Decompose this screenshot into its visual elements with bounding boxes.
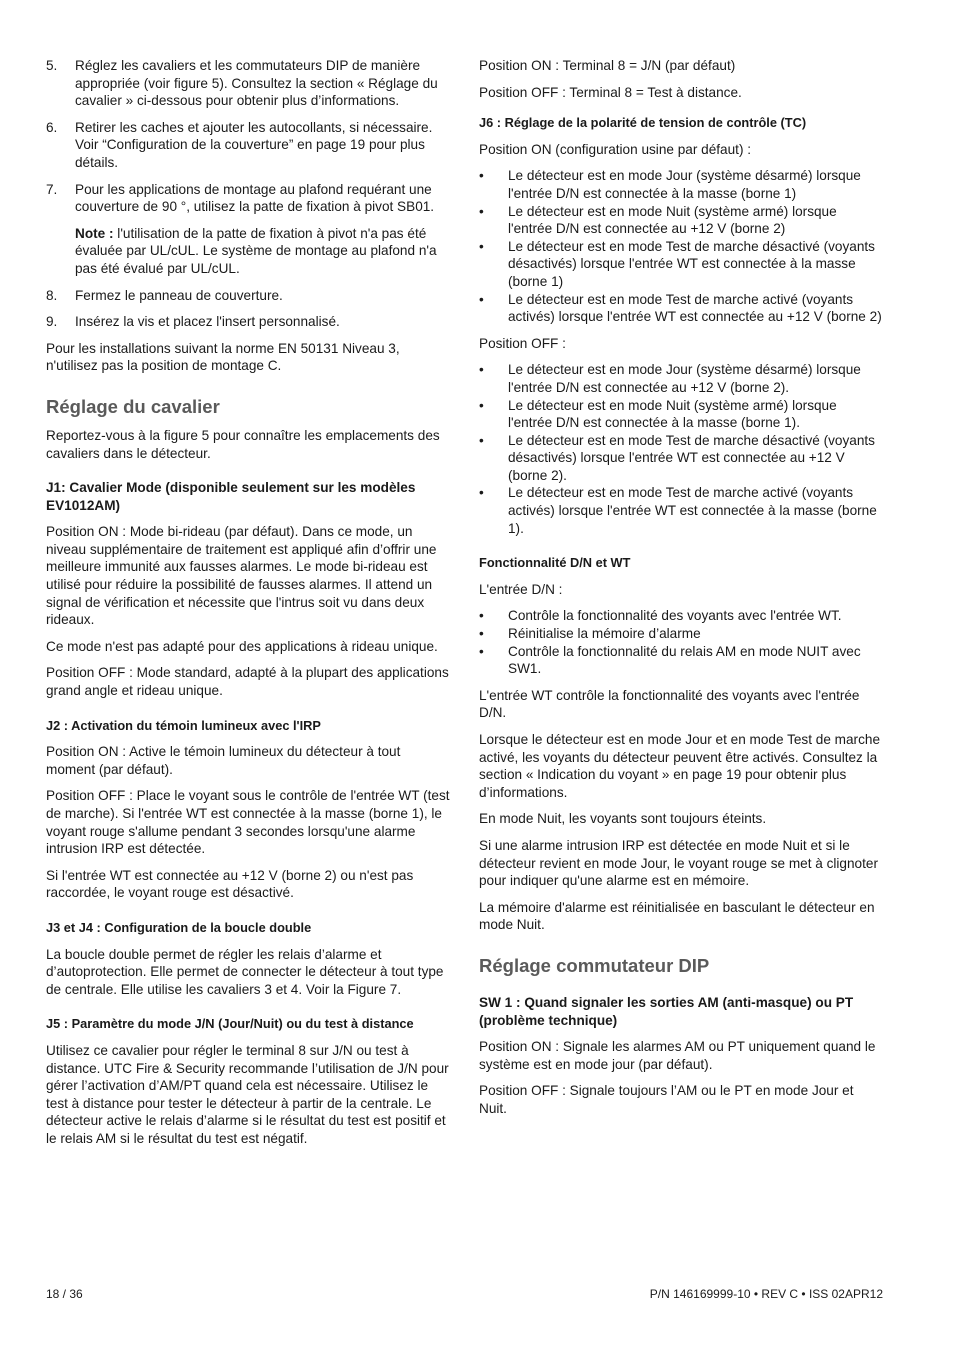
list-item: • Le détecteur est en mode Test de marche activé (voyants activés) lorsque l'entrée WT est connectée au +12 V (borne 2) [479,291,883,326]
list-item: • Le détecteur est en mode Jour (système désarmé) lorsque l'entrée D/N est connectée au +12 V (borne 2). [479,361,883,396]
paragraph: Position ON (configuration usine par défaut) : [479,141,752,157]
list-item [46,119,450,172]
j6-heading: J6 : Réglage de la polarité de tension de contrôle (TC) [479,115,807,131]
dn-heading: Fonctionnalité D/N et WT [479,555,631,571]
note-label: Note : [75,225,114,241]
paragraph: Si l'entrée WT est connectée au +12 V (borne 2) ou n'est pas raccordée, le voyant rouge est désactivé. [46,867,414,901]
bullet-list-on [479,167,883,325]
list-item: • Le détecteur est en mode Nuit (système armé) lorsque l'entrée D/N est connectée au +12 V (borne 2) [479,203,883,238]
paragraph: La mémoire d'alarme est réinitialisée en basculant le détecteur en mode Nuit. [479,899,875,933]
list-item [46,287,450,305]
j34-heading: J3 et J4 : Configuration de la boucle double [46,919,312,935]
paragraph: Utilisez ce cavalier pour régler le terminal 8 sur J/N ou test à distance. UTC Fire & Security recommande l’utilisation de J/N pour gérer l’activation d’AM/PT quand cela est nécessaire. Utilisez le test à distance pour tester le détecteur à partir de la centrale. Le détecteur active le relais d’alarme si le résultat du test est positif et le relais AM si le résultat du test est négatif. [46,1042,449,1146]
paragraph: Ce mode n'est pas adapté pour des applications à rideau unique. [46,638,438,654]
step-number: 8. [46,287,58,303]
paragraph: Si une alarme intrusion IRP est détectée en mode Nuit et si le détecteur revient en mode Jour, le voyant rouge se met à clignoter pour indiquer qu'une alarme est en mémoire. [479,837,878,889]
paragraph: Position OFF : [479,335,566,351]
right-column [479,57,883,1127]
step-text: Retirer les caches et ajouter les autocollants, si nécessaire. Voir “Configuration de la couverture” en page 19 pour plus détails. [75,119,433,170]
paragraph: Position ON : Mode bi-rideau (par défaut). Dans ce mode, un niveau supplémentaire de traitement est appliqué afin d’offrir une meilleure immunité aux fausses alarmes. Le mode bi-rideau est utilisé pour réduire la possibilité de fausses alarmes. Il attend un signal de vérification et nécessite que l'intrus soit vu dans deux rideaux. [46,524,437,628]
step-text: Fermez le panneau de couverture. [75,287,283,303]
paragraph: Position OFF : Signale toujours l’AM ou le PT en mode Jour et Nuit. [479,1083,854,1116]
step-number: 7. [46,181,58,197]
step-text: Réglez les cavaliers et les commutateurs DIP de manière appropriée (voir figure 5). Consultez la section « Réglage du cavalier » ci-dessous pour obtenir plus d’informations. [75,58,438,109]
list-item [46,313,450,331]
en50131-paragraph: Pour les installations suivant la norme EN 50131 Niveau 3, n'utilisez pas la position de montage C. [46,340,400,374]
step-number: 6. [46,119,58,135]
list-item [46,181,450,278]
section-intro: Reportez-vous à la figure 5 pour connaître les emplacements des cavaliers dans le détecteur. [46,427,440,461]
bullet-list-off [479,361,883,537]
j2-heading: J2 : Activation du témoin lumineux avec l'IRP [46,717,321,733]
paragraph: La boucle double permet de régler les relais d’alarme et d’autoprotection. Elle permet de connecter le détecteur à tout type de centrale. Elle utilise les cavaliers 3 et 4. Voir la Figure 7. [46,946,444,997]
part-number: P/N 146169999-10 • REV C • ISS 02APR12 [649,1287,883,1301]
left-column [46,57,450,1157]
step-number: 5. [46,58,58,73]
paragraph: Lorsque le détecteur est en mode Jour et en mode Test de marche activé, les voyants du détecteur peuvent être activés. Consultez la section « Indication du voyant » en page 19 pour obtenir plus d’informations. [479,732,881,800]
paragraph: Position OFF : Terminal 8 = Test à distance. [479,84,742,100]
paragraph: Position OFF : Place le voyant sous le contrôle de l'entrée WT (test de marche). Si l'entrée WT est connectée à la masse (borne 1), le voyant rouge s'allume pendant 3 secondes lorsqu'une alarme intrusion IRP est détectée. [46,788,450,857]
bullet-list-dn [479,607,883,677]
list-item: • Le détecteur est en mode Test de marche désactivé (voyants désactivés) lorsque l'entrée WT est connectée au +12 V (borne 2). [479,432,883,485]
list-item: • Contrôle la fonctionnalité du relais AM en mode NUIT avec SW1. [479,643,883,678]
installation-steps [46,57,450,331]
step-text: Pour les applications de montage au plafond requérant une couverture de 90 °, utilisez la patte de fixation à pivot SB01. [75,181,435,215]
list-item: • Contrôle la fonctionnalité des voyants avec l'entrée WT. [479,607,883,625]
paragraph: Position OFF : Mode standard, adapté à la plupart des applications grand angle et rideau unique. [46,665,449,699]
note [75,225,450,278]
list-item: • Réinitialise la mémoire d’alarme [479,625,883,643]
paragraph: En mode Nuit, les voyants sont toujours éteints. [479,811,767,827]
j5-heading: J5 : Paramètre du mode J/N (Jour/Nuit) ou du test à distance [46,1016,414,1032]
paragraph: Position ON : Active le témoin lumineux du détecteur à tout moment (par défaut). [46,744,401,777]
list-item: • Le détecteur est en mode Test de marche activé (voyants activés) lorsque l'entrée WT est connectée à la masse (borne 1). [479,484,883,537]
paragraph: Position ON : Terminal 8 = J/N (par défaut) [479,58,736,73]
list-item [46,57,450,110]
sw1-heading: SW 1 : Quand signaler les sorties AM (anti-masque) ou PT (problème technique) [479,994,854,1028]
step-number: 9. [46,314,58,330]
section-title-jumper: Réglage du cavalier [46,395,220,417]
paragraph: L'entrée WT contrôle la fonctionnalité des voyants avec l'entrée D/N. [479,687,860,721]
list-item: • Le détecteur est en mode Jour (système désarmé) lorsque l'entrée D/N est connectée à la masse (borne 1) [479,167,883,202]
list-item: • Le détecteur est en mode Test de marche désactivé (voyants désactivés) lorsque l'entrée WT est connectée à la masse (borne 1) [479,238,883,291]
note-text: l'utilisation de la patte de fixation à pivot n'a pas été évaluée par UL/cUL. Le système de montage au plafond n'a pas été évalué par UL/cUL. [75,225,437,276]
list-item: • Le détecteur est en mode Nuit (système armé) lorsque l'entrée D/N est connectée à la masse (borne 1). [479,397,883,432]
paragraph: Position ON : Signale les alarmes AM ou PT uniquement quand le système est en mode jour (par défaut). [479,1039,876,1072]
j1-heading: J1: Cavalier Mode (disponible seulement sur les modèles EV1012AM) [46,480,416,513]
section-title-dip: Réglage commutateur DIP [479,954,710,976]
page-number: 18 / 36 [46,1287,83,1301]
step-text: Insérez la vis et placez l'insert personnalisé. [75,314,340,330]
paragraph: L'entrée D/N : [479,581,563,597]
